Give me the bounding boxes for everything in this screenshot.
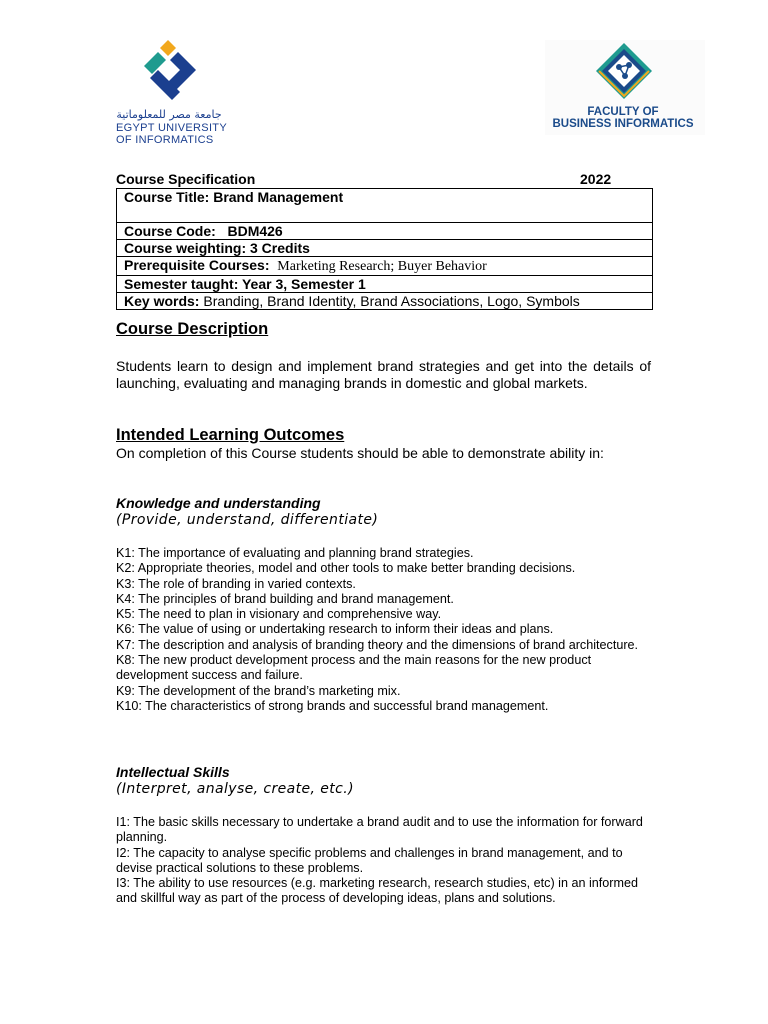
logo-text-line1: EGYPT UNIVERSITY — [116, 122, 227, 134]
intellectual-heading: Intellectual Skills — [116, 764, 230, 780]
course-spec-year: 2022 — [580, 171, 612, 187]
table-row — [117, 189, 653, 223]
knowledge-list — [116, 546, 656, 714]
eui-emblem-icon — [138, 38, 202, 106]
list-item: K4: The principles of brand building and brand management. — [116, 591, 454, 606]
list-item: K9: The development of the brand’s marketing mix. — [116, 683, 401, 698]
faculty-line2: BUSINESS INFORMATICS — [552, 118, 694, 130]
list-item: K6: The value of using or undertaking research to inform their ideas and plans. — [116, 622, 554, 637]
faculty-name — [545, 106, 701, 130]
list-item: K5: The need to plan in visionary and comprehensive way. — [116, 607, 442, 622]
course-info-table — [116, 188, 653, 310]
course-code-value: BDM426 — [227, 223, 283, 239]
faculty-emblem-icon — [595, 42, 653, 102]
logo-arabic-text: جامعة مصر للمعلوماتية — [116, 108, 222, 121]
list-item: K1: The importance of evaluating and planning brand strategies. — [116, 546, 474, 560]
knowledge-verbs: (Provide, understand, differentiate) — [116, 512, 379, 528]
prerequisite-label: Prerequisite Courses: — [124, 257, 270, 273]
course-weighting-cell: Course weighting: 3 Credits — [117, 240, 653, 257]
list-item: K2: Appropriate theories, model and other tools to make better branding decisions. — [116, 561, 576, 576]
egypt-university-logo — [112, 38, 232, 144]
intellectual-verbs: (Interpret, analyse, create, etc.) — [116, 781, 354, 797]
faculty-line1: FACULTY OF — [587, 106, 659, 118]
ilo-heading: Intended Learning Outcomes — [116, 426, 345, 444]
table-row — [117, 223, 653, 240]
knowledge-heading: Knowledge and understanding — [116, 495, 321, 511]
intellectual-list — [116, 815, 656, 907]
list-item: I3: The ability to use resources (e.g. marketing research, research studies, etc) in an informed and skillful way as part of the process of developing ideas, plans and solutions. — [116, 876, 638, 906]
prerequisite-cell — [117, 257, 653, 276]
list-item: I1: The basic skills necessary to undertake a brand audit and to use the information for forward planning. — [116, 815, 643, 845]
keywords-label: Key words: — [124, 293, 200, 309]
logo-text-line2: OF INFORMATICS — [116, 134, 214, 144]
course-description-text: Students learn to design and implement brand strategies and get into the details of launching, evaluating and managing brands in domestic and global markets. — [116, 358, 651, 391]
course-description-heading: Course Description — [116, 320, 269, 338]
list-item: K7: The description and analysis of branding theory and the dimensions of brand architecture. — [116, 637, 639, 652]
list-item: K8: The new product development process and the main reasons for the new product development success and failure. — [116, 653, 592, 683]
course-title-cell: Course Title: Brand Management — [117, 189, 653, 223]
table-row — [117, 293, 653, 310]
course-code-label: Course Code: — [124, 223, 216, 239]
table-row — [117, 240, 653, 257]
list-item: K10: The characteristics of strong brands and successful brand management. — [116, 698, 549, 713]
course-code-cell — [117, 223, 653, 240]
table-row — [117, 257, 653, 276]
list-item: I2: The capacity to analyse specific problems and challenges in brand management, and to devise practical solutions to these problems. — [116, 845, 623, 875]
list-item: K3: The role of branding in varied contexts. — [116, 576, 356, 591]
prerequisite-value: Marketing Research; Buyer Behavior — [277, 259, 487, 274]
keywords-value: Branding, Brand Identity, Brand Associations, Logo, Symbols — [203, 293, 580, 309]
semester-cell: Semester taught: Year 3, Semester 1 — [117, 276, 653, 293]
table-row — [117, 276, 653, 293]
ilo-intro: On completion of this Course students should be able to demonstrate ability in: — [116, 445, 604, 461]
faculty-logo — [545, 40, 705, 135]
keywords-cell — [117, 293, 653, 310]
course-spec-label: Course Specification — [116, 171, 256, 187]
